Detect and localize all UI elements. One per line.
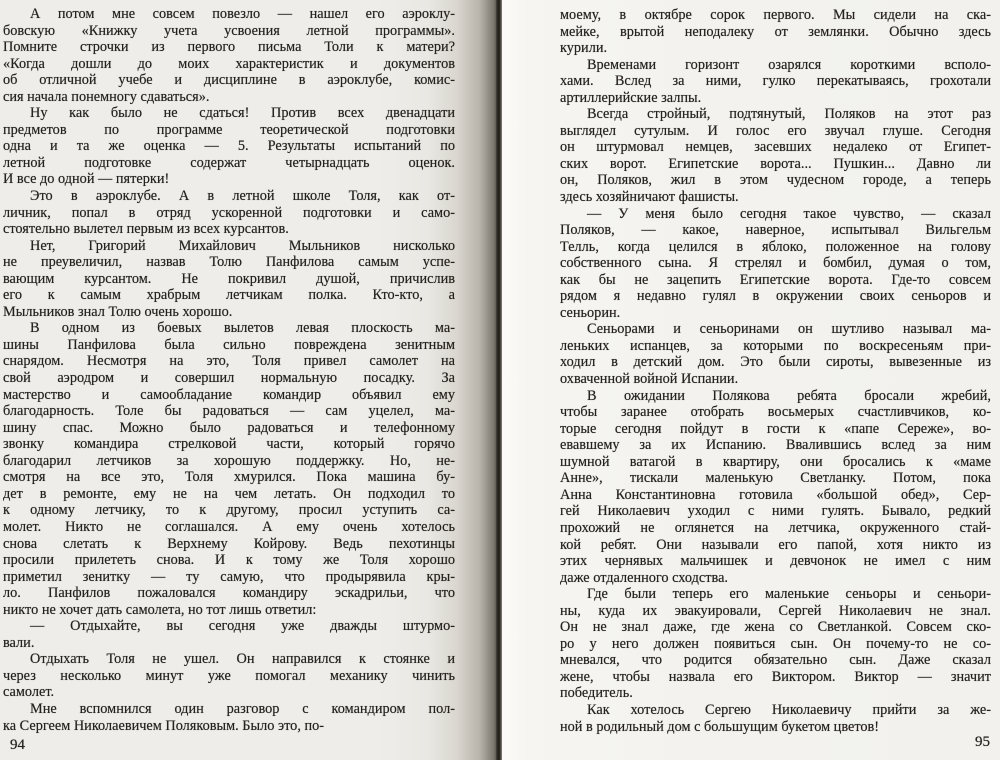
text-line: одна и та же оценка — 5. Результаты испытаний по	[3, 138, 455, 155]
text-line: Анна Константиновна готовила «большой обед», Сер-	[560, 486, 991, 503]
text-line: Всегда стройный, подтянутый, Поляков на этот раз	[587, 106, 991, 123]
text-line: мейке, врытой неподалеку от землянки. Обычно здесь	[560, 23, 991, 40]
text-line: леньких испанцев, за которыми по воскресеньям при-	[560, 337, 991, 354]
text-line: Нет, Григорий Михайлович Мыльников нисколько	[30, 237, 455, 254]
text-line: летной подготовке содержат четырнадцать оценок.	[3, 154, 455, 171]
text-line: ских ворот. Египетские ворота... Пушкин... Давно ли	[560, 155, 991, 172]
text-line: Ну как было не сдаться! Против всех двенадцати	[30, 105, 455, 122]
text-line: жене, чтобы назвала его Виктором. Виктор — значит	[560, 668, 991, 685]
text-line: шумной ватагой в квартиру, они бросались к «маме	[560, 453, 991, 470]
text-line: снарядом. Несмотря на это, Толя привел самолет на	[3, 353, 455, 370]
text-line: звонку командира стрелковой части, который горячо	[3, 436, 455, 453]
text-line: Анне», тискали маленькую Светланку. Потом, пока	[560, 470, 991, 487]
text-line: Он не знал даже, где жена со Светланкой. Совсем ско-	[560, 619, 991, 636]
text-line: моему, в октябре сорок первого. Мы сидели на ска-	[560, 7, 991, 23]
text-line: Телль, когда целился в яблоко, положенное на голову	[560, 238, 991, 255]
text-line: благодарность. Толе бы радоваться — сам уцелел, ма-	[3, 403, 455, 420]
text-line: не преувеличил, назвав Толю Панфилова самым успе-	[3, 254, 455, 271]
text-line: курили.	[560, 40, 608, 57]
text-line: хами. Вслед за ними, гулко перекатываясь, грохотали	[560, 73, 991, 90]
text-line: даже отдаленного сходства.	[560, 569, 729, 586]
text-line: ходил в детский дом. Это были сироты, вывезенные из	[560, 354, 991, 371]
text-line: сеньорин.	[560, 304, 621, 321]
text-line: об отличной учебе и дисциплине в аэроклубе, комис-	[3, 72, 455, 89]
text-line: стоятельно вылетел первым из всех курсантов.	[3, 221, 289, 238]
page-left-text-block	[3, 6, 455, 734]
text-line: снова слетать к Верхнему Койрову. Ведь пехотинцы	[3, 535, 455, 552]
text-line: Отдыхать Толя не ушел. Он направился к стоянке и	[30, 651, 455, 668]
text-line: артиллерийские залпы.	[560, 89, 702, 106]
text-line: ло. Панфилов пожаловался командиру эскадрильи, что	[3, 585, 455, 602]
text-line: смотря на все это, Толя хмурился. Пока машина бу-	[3, 469, 455, 486]
text-line: Поляков, — какое, наверное, испытывал Вильгельм	[560, 222, 991, 239]
page-right-text-block	[560, 7, 991, 735]
text-line: чтобы заранее отобрать восьмерых счастливчиков, ко-	[560, 404, 991, 421]
text-line: В одном из боевых вылетов левая плоскость ма-	[30, 320, 455, 337]
text-line: мневался, что родится обязательно сын. Даже сказал	[560, 652, 991, 669]
text-line: приметил зенитку — ту самую, что продырявила кры-	[3, 568, 455, 585]
text-line: самолет.	[3, 684, 55, 701]
text-line: никто не хочет дать самолета, но тот лишь ответил:	[3, 601, 317, 618]
text-line: Где были теперь его маленькие сеньоры и сеньори-	[587, 586, 991, 603]
text-line: шины Панфилова была сильно повреждена зенитным	[3, 336, 455, 353]
text-line: Как хотелось Сергею Николаевичу прийти за же-	[587, 701, 991, 718]
text-line: В ожидании Полякова ребята бросали жребий,	[587, 387, 991, 404]
text-line: «Когда дошли до моих характеристик и документов	[3, 55, 455, 72]
text-line: этих чернявых мальчишек и девчонок не имел с ним	[560, 553, 991, 570]
text-line: шину спас. Можно было радоваться и телефонному	[3, 419, 455, 436]
text-line: Временами горизонт озарялся короткими всполо-	[587, 56, 991, 73]
text-line: охваченной войной Испании.	[560, 371, 739, 388]
text-line: гей Николаевич уходил с ними гулять. Бывало, редкий	[560, 503, 991, 520]
text-line: через несколько минут уже помогал механику чинить	[3, 667, 455, 684]
text-line: бовскую «Книжку учета усвоения летной программы».	[3, 22, 455, 39]
text-line: как бы не зацепить Египетские ворота. Где-то совсем	[560, 271, 991, 288]
text-line: мастерство и самообладание командир объявил ему	[3, 386, 455, 403]
text-line: ка Сергеем Николаевичем Поляковым. Было это, по-	[3, 717, 325, 734]
text-line: ной в родильный дом с большущим букетом цветов!	[560, 718, 880, 735]
text-line: вающим курсантом. Не покривил душой, причислив	[3, 270, 455, 287]
text-line: собственного сына. Я стрелял и бомбил, думая о том,	[560, 255, 991, 272]
text-line: благодарил летчиков за хорошую поддержку. Но, не-	[3, 452, 455, 469]
text-line: ро у него должен появиться сын. Он почему-то не со-	[560, 635, 991, 652]
text-line: — Отдыхайте, вы сегодня уже дважды штурмо-	[30, 618, 455, 635]
page-number-right: 95	[975, 734, 990, 750]
text-line: ны, куда их эвакуировали, Сергей Николаевич не знал.	[560, 602, 991, 619]
text-line: И все до одной — пятерки!	[3, 171, 170, 188]
text-line: он, Поляков, жил в этом чудесном городе, а теперь	[560, 172, 991, 189]
page-left	[0, 0, 497, 760]
text-line: победитель.	[560, 685, 633, 702]
page-number-left: 94	[10, 737, 25, 753]
text-line: личник, попал в отряд ускоренной подготовки и само-	[3, 204, 455, 221]
text-line: А потом мне совсем повезло — нашел его аэроклу-	[30, 6, 455, 22]
text-line: Мыльников знал Толю очень хорошо.	[3, 303, 233, 320]
text-line: Это в аэроклубе. А в летной школе Толя, как от-	[30, 188, 455, 205]
text-line: рядом я недавно гулял в окружении своих сеньоров и	[560, 288, 991, 305]
page-right	[502, 0, 1000, 760]
text-line: прохожий не оглянется на летчика, окруженного стай-	[560, 519, 991, 536]
text-line: предметов по программе теоретической подготовки	[3, 121, 455, 138]
text-line: сия начала понемногу сдаваться».	[3, 88, 210, 105]
text-line: Мне вспомнился один разговор с командиром пол-	[30, 700, 455, 717]
text-line: свой аэродром и совершил нормальную посадку. За	[3, 370, 455, 387]
text-line: — У меня было сегодня такое чувство, — сказал	[587, 205, 991, 222]
text-line: дет в ремонте, ему не на чем летать. Он подходил то	[3, 485, 455, 502]
text-line: евавшему за их Испанию. Ввалившись вслед за ним	[560, 437, 991, 454]
text-line: он штурмовал немцев, засевших недалеко от Египет-	[560, 139, 991, 156]
text-line: просили прилететь снова. И к тому же Толя хорошо	[3, 552, 455, 569]
text-line: к одному летчику, то к другому, просил уступить са-	[3, 502, 455, 519]
text-line: торые сегодня пойдут в гости к «папе Сереже», во-	[560, 420, 991, 437]
text-line: молет. Никто не соглашался. А ему очень хотелось	[3, 518, 455, 535]
text-line: Сеньорами и сеньоринами он шутливо называл ма-	[587, 321, 991, 338]
text-line: Помните строчки из первого письма Толи к матери?	[3, 39, 455, 56]
text-line: кой ребят. Они называли его папой, хотя никто из	[560, 536, 991, 553]
text-line: выглядел сутулым. И голос его звучал глуше. Сегодня	[560, 122, 991, 139]
text-line: вали.	[3, 634, 35, 651]
text-line: здесь хозяйничают фашисты.	[560, 189, 739, 206]
text-line: его к самым храбрым летчикам полка. Кто-кто, а	[3, 287, 455, 304]
